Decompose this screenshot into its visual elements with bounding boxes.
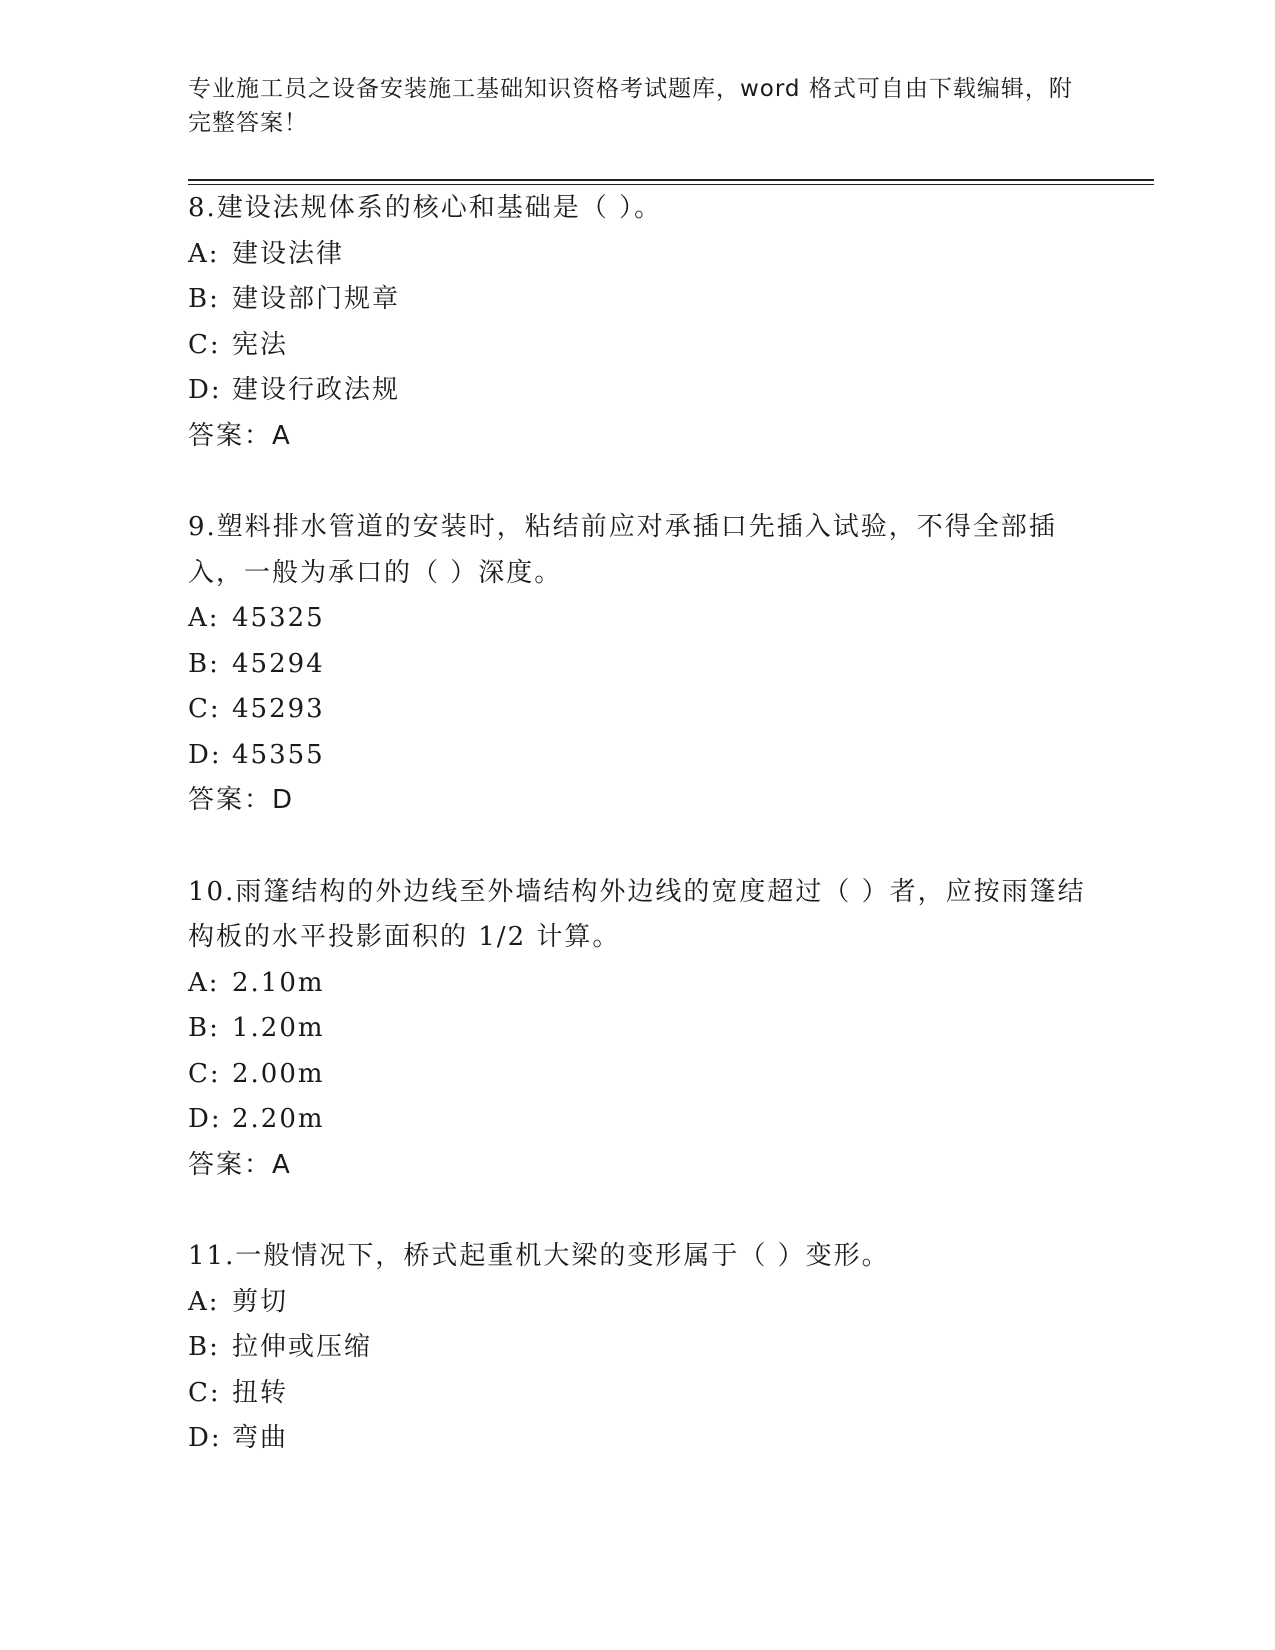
option-text: 扭转	[232, 1377, 289, 1408]
option-letter: A:	[188, 238, 220, 269]
option-text: 弯曲	[232, 1423, 289, 1453]
document-header: 专业施工员之设备安装施工基础知识资格考试题库，word 格式可自由下载编辑，附完整答案！	[188, 76, 1073, 136]
question-10	[188, 870, 1088, 1189]
option-text: 2.00m	[232, 1058, 325, 1089]
question-8	[188, 186, 1088, 459]
option-text: 45294	[232, 648, 325, 679]
option-letter: A:	[188, 967, 220, 998]
question-text: 9.塑料排水管道的安装时，粘结前应对承插口先插入试验，不得全部插入，一般为承口的（ ）深度。	[188, 512, 1057, 588]
option-b	[188, 277, 1088, 323]
option-letter: A:	[188, 603, 220, 633]
option-text: 建设法律	[232, 238, 345, 269]
answer-line: 答案：D	[188, 785, 295, 815]
option-text: 45355	[232, 739, 325, 770]
option-a	[188, 961, 1088, 1007]
option-d	[188, 368, 1088, 414]
question-9	[188, 505, 1088, 824]
question-list	[188, 186, 1088, 1508]
answer-line: 答案：A	[188, 420, 292, 451]
option-d	[188, 733, 1088, 779]
question-text: 10.雨篷结构的外边线至外墙结构外边线的宽度超过（ ）者，应按雨篷结构板的水平投影面积的 1/2 计算。	[188, 876, 1086, 952]
option-letter: B:	[188, 648, 220, 679]
header-divider-thin	[188, 184, 1154, 185]
option-letter: C:	[188, 1377, 221, 1408]
option-letter: C:	[188, 329, 221, 360]
option-c	[188, 687, 1088, 733]
option-letter: D:	[188, 739, 222, 770]
option-d	[188, 1416, 1088, 1462]
option-text: 拉伸或压缩	[232, 1332, 373, 1362]
option-b	[188, 1006, 1088, 1052]
option-text: 45325	[232, 603, 325, 633]
option-letter: D:	[188, 1423, 222, 1453]
option-letter: A:	[188, 1286, 220, 1317]
option-letter: B:	[188, 1332, 220, 1362]
option-a	[188, 232, 1088, 278]
option-letter: C:	[188, 1058, 221, 1089]
answer-line: 答案：A	[188, 1149, 292, 1180]
option-d	[188, 1097, 1088, 1143]
option-a	[188, 1280, 1088, 1326]
option-c	[188, 1371, 1088, 1417]
option-b	[188, 1325, 1088, 1371]
option-b	[188, 642, 1088, 688]
option-text: 建设部门规章	[232, 284, 401, 314]
option-a	[188, 596, 1088, 642]
question-text: 8.建设法规体系的核心和基础是（ ）。	[188, 193, 663, 223]
option-text: 2.20m	[232, 1104, 325, 1134]
question-11	[188, 1234, 1088, 1462]
option-text: 1.20m	[232, 1013, 325, 1043]
option-c	[188, 323, 1088, 369]
option-text: 剪切	[232, 1286, 289, 1317]
option-text: 宪法	[232, 329, 289, 360]
option-text: 建设行政法规	[232, 375, 401, 405]
option-c	[188, 1052, 1088, 1098]
option-letter: C:	[188, 694, 221, 724]
option-text: 2.10m	[232, 967, 325, 998]
option-letter: B:	[188, 284, 220, 314]
question-text: 11.一般情况下，桥式起重机大梁的变形属于（ ）变形。	[188, 1241, 890, 1271]
option-text: 45293	[232, 694, 325, 724]
option-letter: D:	[188, 375, 222, 405]
header-divider-thick	[188, 179, 1154, 181]
option-letter: D:	[188, 1104, 222, 1134]
option-letter: B:	[188, 1013, 220, 1043]
